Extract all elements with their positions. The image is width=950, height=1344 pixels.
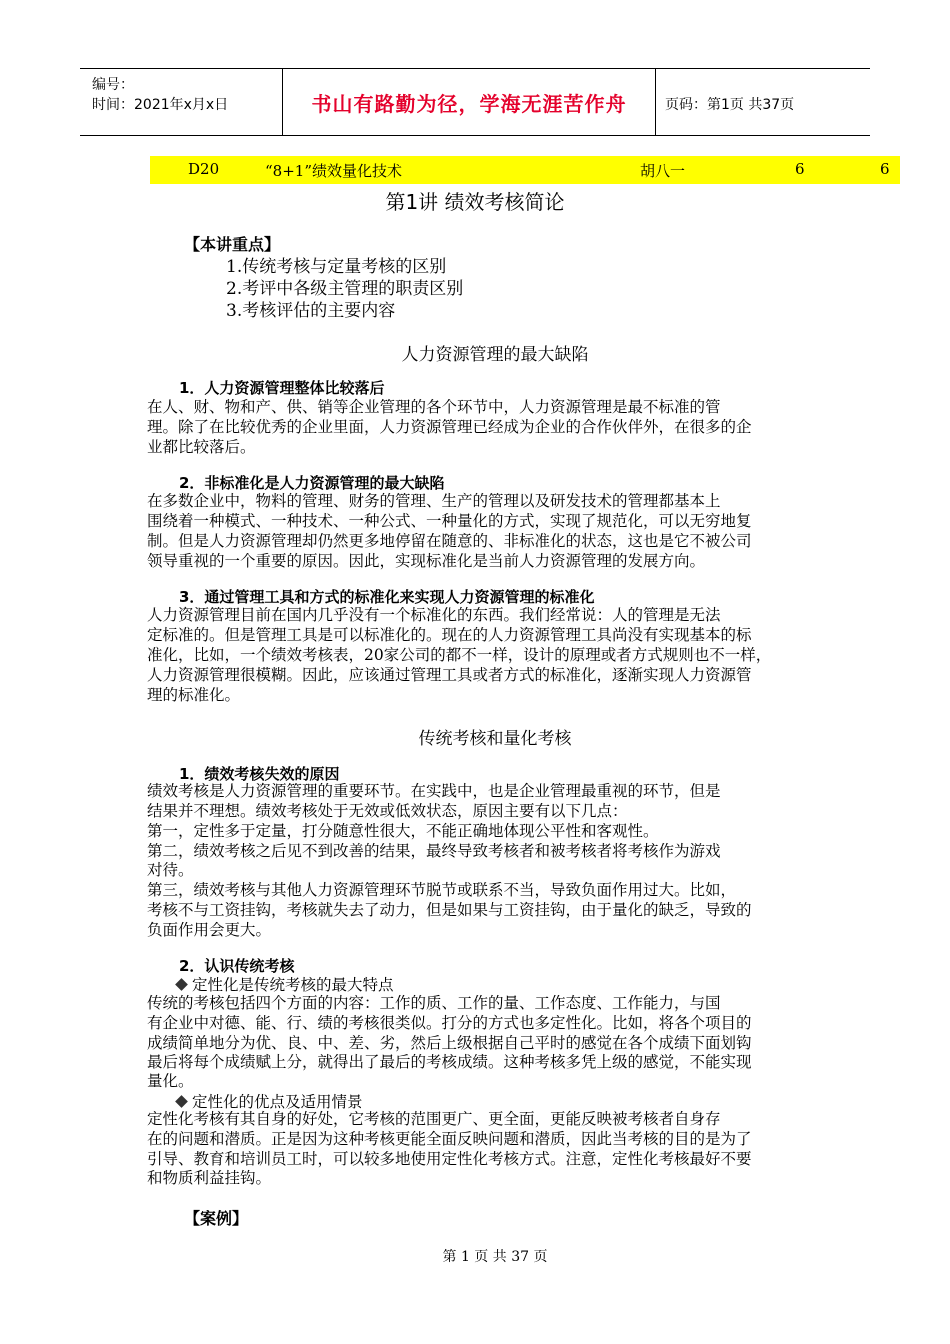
subsection-title: 1．人力资源管理整体比较落后 — [179, 379, 385, 397]
paragraph-line: 围绕着一种模式、一种技术、一种公式、一种量化的方式，实现了规范化，可以无穷地复 — [147, 512, 752, 530]
paragraph-line: 成绩简单地分为优、良、中、差、劣，然后上级根据自己平时的感觉在各个成绩下面划钩 — [147, 1034, 752, 1052]
course-number: 6 — [880, 160, 890, 178]
paragraph-line: 在的问题和潜质。正是因为这种考核更能全面反映问题和潜质，因此当考核的目的是为了 — [147, 1130, 752, 1148]
paragraph-line: 引导、教育和培训员工时，可以较多地使用定性化考核方式。注意，定性化考核最好不要 — [147, 1150, 752, 1168]
paragraph-line: 传统的考核包括四个方面的内容：工作的质、工作的量、工作态度、工作能力，与国 — [147, 994, 721, 1012]
header-divider — [655, 68, 656, 136]
paragraph-line: 人力资源管理目前在国内几乎没有一个标准化的东西。我们经常说：人的管理是无法 — [147, 606, 721, 624]
header-top-rule — [80, 68, 870, 69]
header-bottom-rule — [80, 135, 870, 136]
page-footer: 第 1 页 共 37 页 — [442, 1249, 548, 1265]
course-code: D20 — [188, 160, 220, 178]
paragraph-line: 准化，比如，一个绩效考核表，20家公司的都不一样，设计的原理或者方式规则也不一样， — [147, 646, 772, 664]
subsection-title: 3．通过管理工具和方式的标准化来实现人力资源管理的标准化 — [179, 588, 595, 606]
paragraph-line: 人力资源管理很模糊。因此，应该通过管理工具或者方式的标准化，逐渐实现人力资源管 — [147, 666, 752, 684]
subsection-title: 2．认识传统考核 — [179, 957, 295, 975]
paragraph-line: 考核不与工资挂钩，考核就失去了动力，但是如果与工资挂钩，由于量化的缺乏，导致的 — [147, 901, 752, 919]
case-label: 【案例】 — [184, 1209, 249, 1228]
paragraph-line: 绩效考核是人力资源管理的重要环节。在实践中，也是企业管理最重视的环节，但是 — [147, 782, 721, 800]
paragraph-line: 结果并不理想。绩效考核处于无效或低效状态，原因主要有以下几点： — [147, 802, 628, 820]
paragraph-line: 理。除了在比较优秀的企业里面，人力资源管理已经成为企业的合作伙伴外，在很多的企 — [147, 418, 752, 436]
lecture-title: 第1讲 绩效考核简论 — [385, 190, 565, 214]
paragraph-line: 领导重视的一个重要的原因。因此，实现标准化是当前人力资源管理的发展方向。 — [147, 552, 706, 570]
paragraph-line: 和物质利益挂钩。 — [147, 1169, 272, 1187]
subsection-title: 2．非标准化是人力资源管理的最大缺陷 — [179, 474, 445, 492]
key-point-item: 2.考评中各级主管理的职责区别 — [226, 279, 464, 299]
paragraph-line: 负面作用会更大。 — [147, 921, 272, 939]
paragraph-line: 第二，绩效考核之后见不到改善的结果，最终导致考核者和被考核者将考核作为游戏 — [147, 842, 721, 860]
paragraph-line: 理的标准化。 — [147, 686, 241, 704]
diamond-bullet-icon — [175, 1095, 188, 1108]
paragraph-line: 在多数企业中，物料的管理、财务的管理、生产的管理以及研发技术的管理都基本上 — [147, 492, 721, 510]
paragraph-line: 对待。 — [147, 861, 194, 879]
document-number-label: 编号： — [92, 77, 134, 93]
paragraph-line: 最后将每个成绩赋上分，就得出了最后的考核成绩。这种考核多凭上级的感觉，不能实现 — [147, 1053, 752, 1071]
paragraph-line: 量化。 — [147, 1072, 194, 1090]
subsection-title: 1．绩效考核失效的原因 — [179, 765, 340, 783]
paragraph-line: 定标准的。但是管理工具是可以标准化的。现在的人力资源管理工具尚没有实现基本的标 — [147, 626, 752, 644]
paragraph-line: 有企业中对德、能、行、绩的考核很类似。打分的方式也多定性化。比如，将各个项目的 — [147, 1014, 752, 1032]
section-heading: 人力资源管理的最大缺陷 — [401, 345, 589, 365]
section-heading: 传统考核和量化考核 — [418, 729, 572, 749]
key-points-label: 【本讲重点】 — [184, 235, 281, 254]
course-title: “8+1”绩效量化技术 — [265, 162, 402, 180]
bullet-heading: 定性化是传统考核的最大特点 — [171, 973, 394, 995]
diamond-bullet-icon — [175, 978, 188, 991]
paragraph-line: 业都比较落后。 — [147, 438, 256, 456]
paragraph-line: 制。但是人力资源管理却仍然更多地停留在随意的、非标准化的状态，这也是它不被公司 — [147, 532, 752, 550]
key-point-item: 3.考核评估的主要内容 — [226, 301, 396, 321]
document-time-label: 时间：2021年x月x日 — [92, 97, 229, 113]
paragraph-line: 定性化考核有其自身的好处，它考核的范围更广、更全面，更能反映被考核者自身存 — [147, 1110, 721, 1128]
course-number: 6 — [795, 160, 805, 178]
paragraph-line: 第三，绩效考核与其他人力资源管理环节脱节或联系不当，导致负面作用过大。比如， — [147, 881, 737, 899]
paragraph-line: 第一，定性多于定量，打分随意性很大，不能正确地体现公平性和客观性。 — [147, 822, 659, 840]
header-page-info: 页码：第1页 共37页 — [665, 97, 795, 113]
header-motto: 书山有路勤为径，学海无涯苦作舟 — [311, 92, 627, 116]
course-lecturer: 胡八一 — [640, 162, 686, 180]
bullet-heading: 定性化的优点及适用情景 — [171, 1090, 363, 1112]
course-band — [150, 156, 900, 184]
paragraph-line: 在人、财、物和产、供、销等企业管理的各个环节中，人力资源管理是最不标准的管 — [147, 398, 721, 416]
key-point-item: 1.传统考核与定量考核的区别 — [226, 257, 447, 277]
